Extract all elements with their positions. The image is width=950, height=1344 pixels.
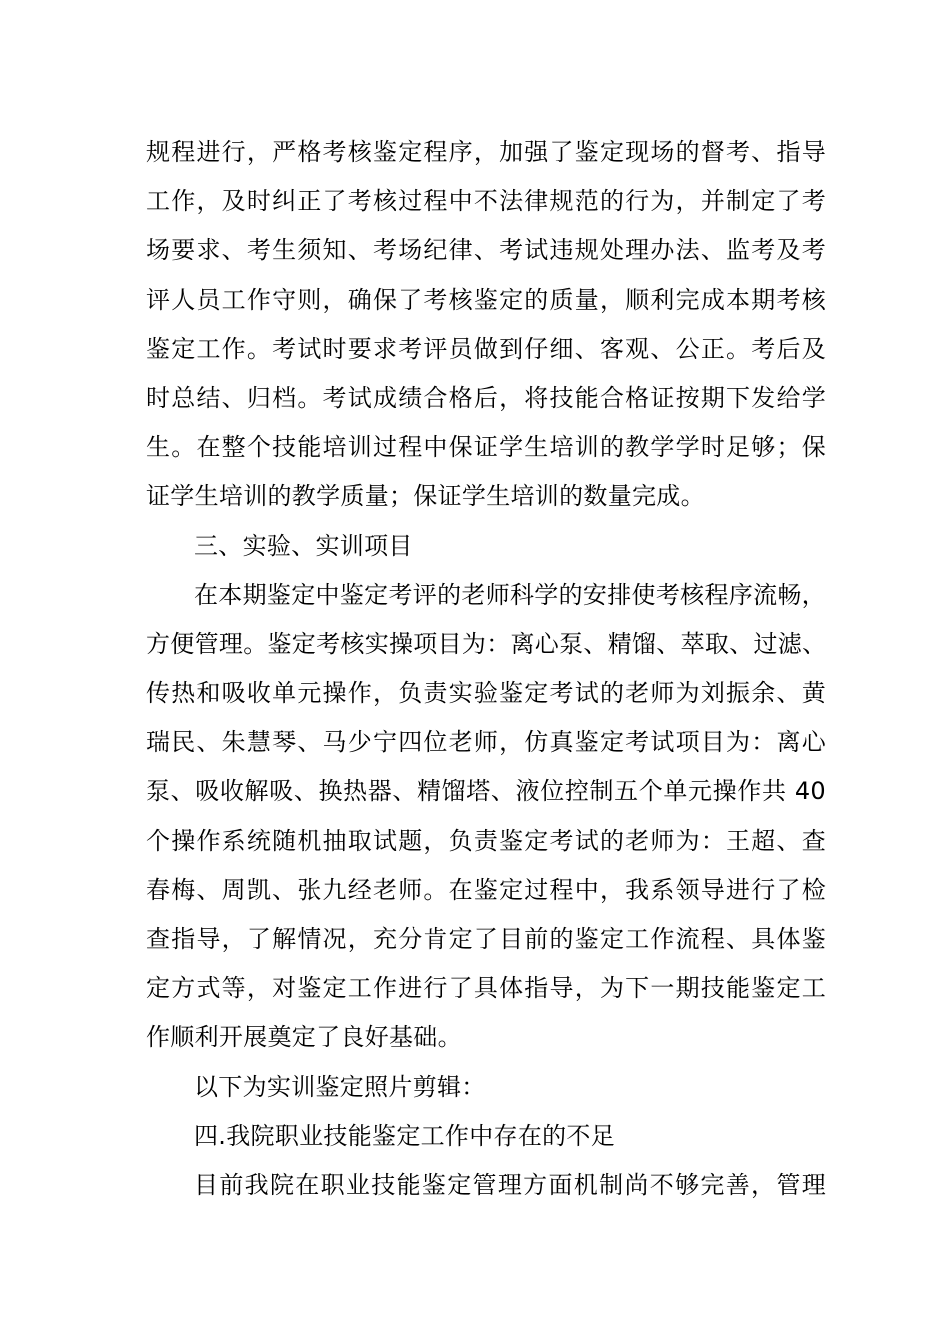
text-line: 鉴定工作。考试时要求考评员做到仔细、客观、公正。考后及 (146, 334, 826, 363)
text-line: 三、实验、实训项目 (194, 531, 413, 560)
text-line: 作顺利开展奠定了良好基础。 (146, 1023, 462, 1052)
text-line: 传热和吸收单元操作，负责实验鉴定考试的老师为刘振余、黄 (146, 679, 826, 708)
text-line: 个操作系统随机抽取试题，负责鉴定考试的老师为：王超、查 (146, 826, 826, 855)
text-line: 泵、吸收解吸、换热器、精馏塔、液位控制五个单元操作共 40 (146, 777, 826, 806)
text-line: 时总结、归档。考试成绩合格后，将技能合格证按期下发给学 (146, 383, 826, 412)
text-line: 工作，及时纠正了考核过程中不法律规范的行为，并制定了考 (146, 187, 826, 216)
text-line: 四.我院职业技能鉴定工作中存在的不足 (194, 1121, 616, 1150)
text-line: 场要求、考生须知、考场纪律、考试违规处理办法、监考及考 (146, 236, 826, 265)
text-line: 目前我院在职业技能鉴定管理方面机制尚不够完善，管理 (194, 1170, 826, 1199)
text-line: 以下为实训鉴定照片剪辑： (194, 1072, 486, 1101)
text-line: 定方式等，对鉴定工作进行了具体指导，为下一期技能鉴定工 (146, 974, 826, 1003)
text-line: 查指导，了解情况，充分肯定了目前的鉴定工作流程、具体鉴 (146, 925, 826, 953)
text-line: 春梅、周凯、张九经老师。在鉴定过程中，我系领导进行了检 (146, 875, 826, 904)
text-line: 证学生培训的教学质量；保证学生培训的数量完成。 (146, 482, 705, 511)
text-line: 规程进行，严格考核鉴定程序，加强了鉴定现场的督考、指导 (146, 138, 826, 166)
text-line: 生。在整个技能培训过程中保证学生培训的教学学时足够；保 (146, 433, 826, 462)
text-line: 方便管理。鉴定考核实操项目为：离心泵、精馏、萃取、过滤、 (146, 629, 827, 658)
text-line: 在本期鉴定中鉴定考评的老师科学的安排使考核程序流畅， (194, 580, 826, 609)
document-body (146, 128, 826, 1210)
text-line: 瑞民、朱慧琴、马少宁四位老师，仿真鉴定考试项目为：离心 (146, 728, 826, 757)
text-line: 评人员工作守则，确保了考核鉴定的质量，顺利完成本期考核 (146, 285, 826, 314)
